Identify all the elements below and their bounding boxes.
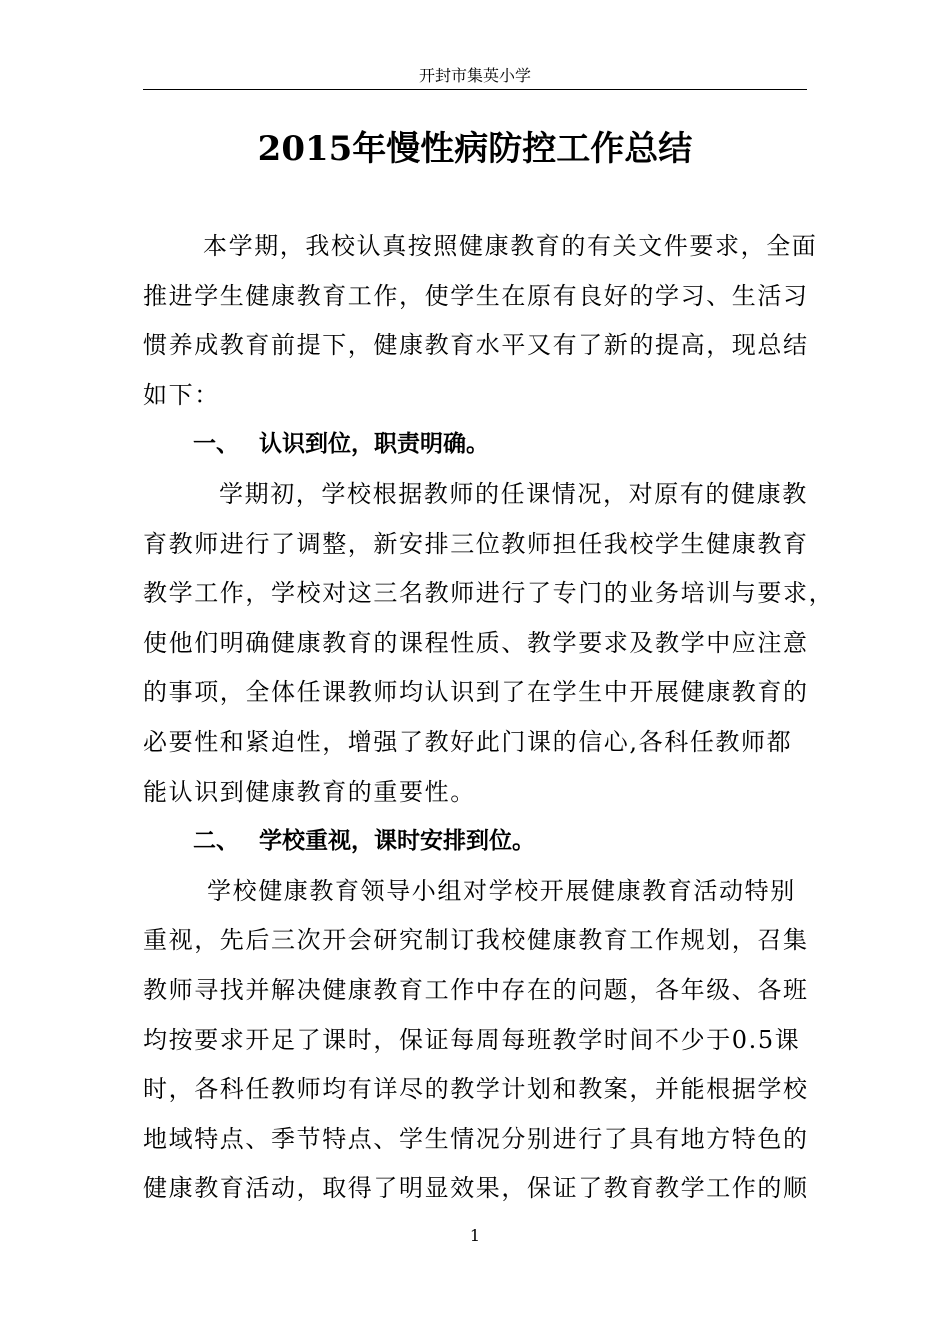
section-heading-1 [143, 420, 807, 470]
page-header [143, 66, 807, 86]
paragraph-line: 教学工作，学校对这三名教师进行了专门的业务培训与要求， [143, 579, 835, 608]
intro-paragraph [143, 222, 818, 420]
section-number: 一、 [193, 431, 239, 458]
paragraph-line: 能认识到健康教育的重要性。 [143, 777, 476, 806]
section-1-paragraph [143, 470, 835, 817]
header-school-name: 开封市集英小学 [418, 66, 531, 85]
paragraph-line: 健康教育活动，取得了明显效果，保证了教育教学工作的顺 [143, 1174, 809, 1203]
paragraph-line: 惯养成教育前提下，健康教育水平又有了新的提高，现总结 [143, 331, 809, 360]
paragraph-line: 教师寻找并解决健康教育工作中存在的问题，各年级、各班 [143, 975, 809, 1004]
paragraph-line: 均按要求开足了课时，保证每周每班教学时间不少于0.5课 [143, 1025, 801, 1054]
document-title: 2015年慢性病防控工作总结 [257, 129, 693, 169]
paragraph-line: 必要性和紧迫性，增强了教好此门课的信心,各科任教师都 [143, 727, 793, 756]
paragraph-line: 时，各科任教师均有详尽的教学计划和教案，并能根据学校 [143, 1075, 809, 1104]
paragraph-line: 推进学生健康教育工作，使学生在原有良好的学习、生活习 [143, 281, 809, 310]
page-number: 1 [469, 1226, 481, 1245]
section-heading-text: 认识到位，职责明确。 [259, 431, 489, 458]
paragraph-line: 育教师进行了调整，新安排三位教师担任我校学生健康教育 [143, 529, 809, 558]
paragraph-line: 地域特点、季节特点、学生情况分别进行了具有地方特色的 [143, 1124, 809, 1153]
paragraph-line: 本学期，我校认真按照健康教育的有关文件要求，全面 [203, 232, 818, 260]
paragraph-line: 重视，先后三次开会研究制订我校健康教育工作规划，召集 [143, 926, 809, 955]
paragraph-line: 如下： [143, 380, 220, 409]
paragraph-line: 学校健康教育领导小组对学校开展健康教育活动特别 [207, 876, 796, 905]
document-body [143, 222, 835, 1214]
section-2-paragraph [143, 867, 807, 1214]
section-heading-text: 学校重视，课时安排到位。 [259, 828, 535, 855]
section-number: 二、 [193, 828, 239, 855]
header-divider [143, 89, 807, 90]
paragraph-line: 学期初，学校根据教师的任课情况，对原有的健康教 [219, 479, 808, 508]
paragraph-line: 的事项，全体任课教师均认识到了在学生中开展健康教育的 [143, 678, 809, 707]
paragraph-line: 使他们明确健康教育的课程性质、教学要求及教学中应注意 [143, 628, 809, 657]
section-heading-2 [143, 817, 807, 867]
